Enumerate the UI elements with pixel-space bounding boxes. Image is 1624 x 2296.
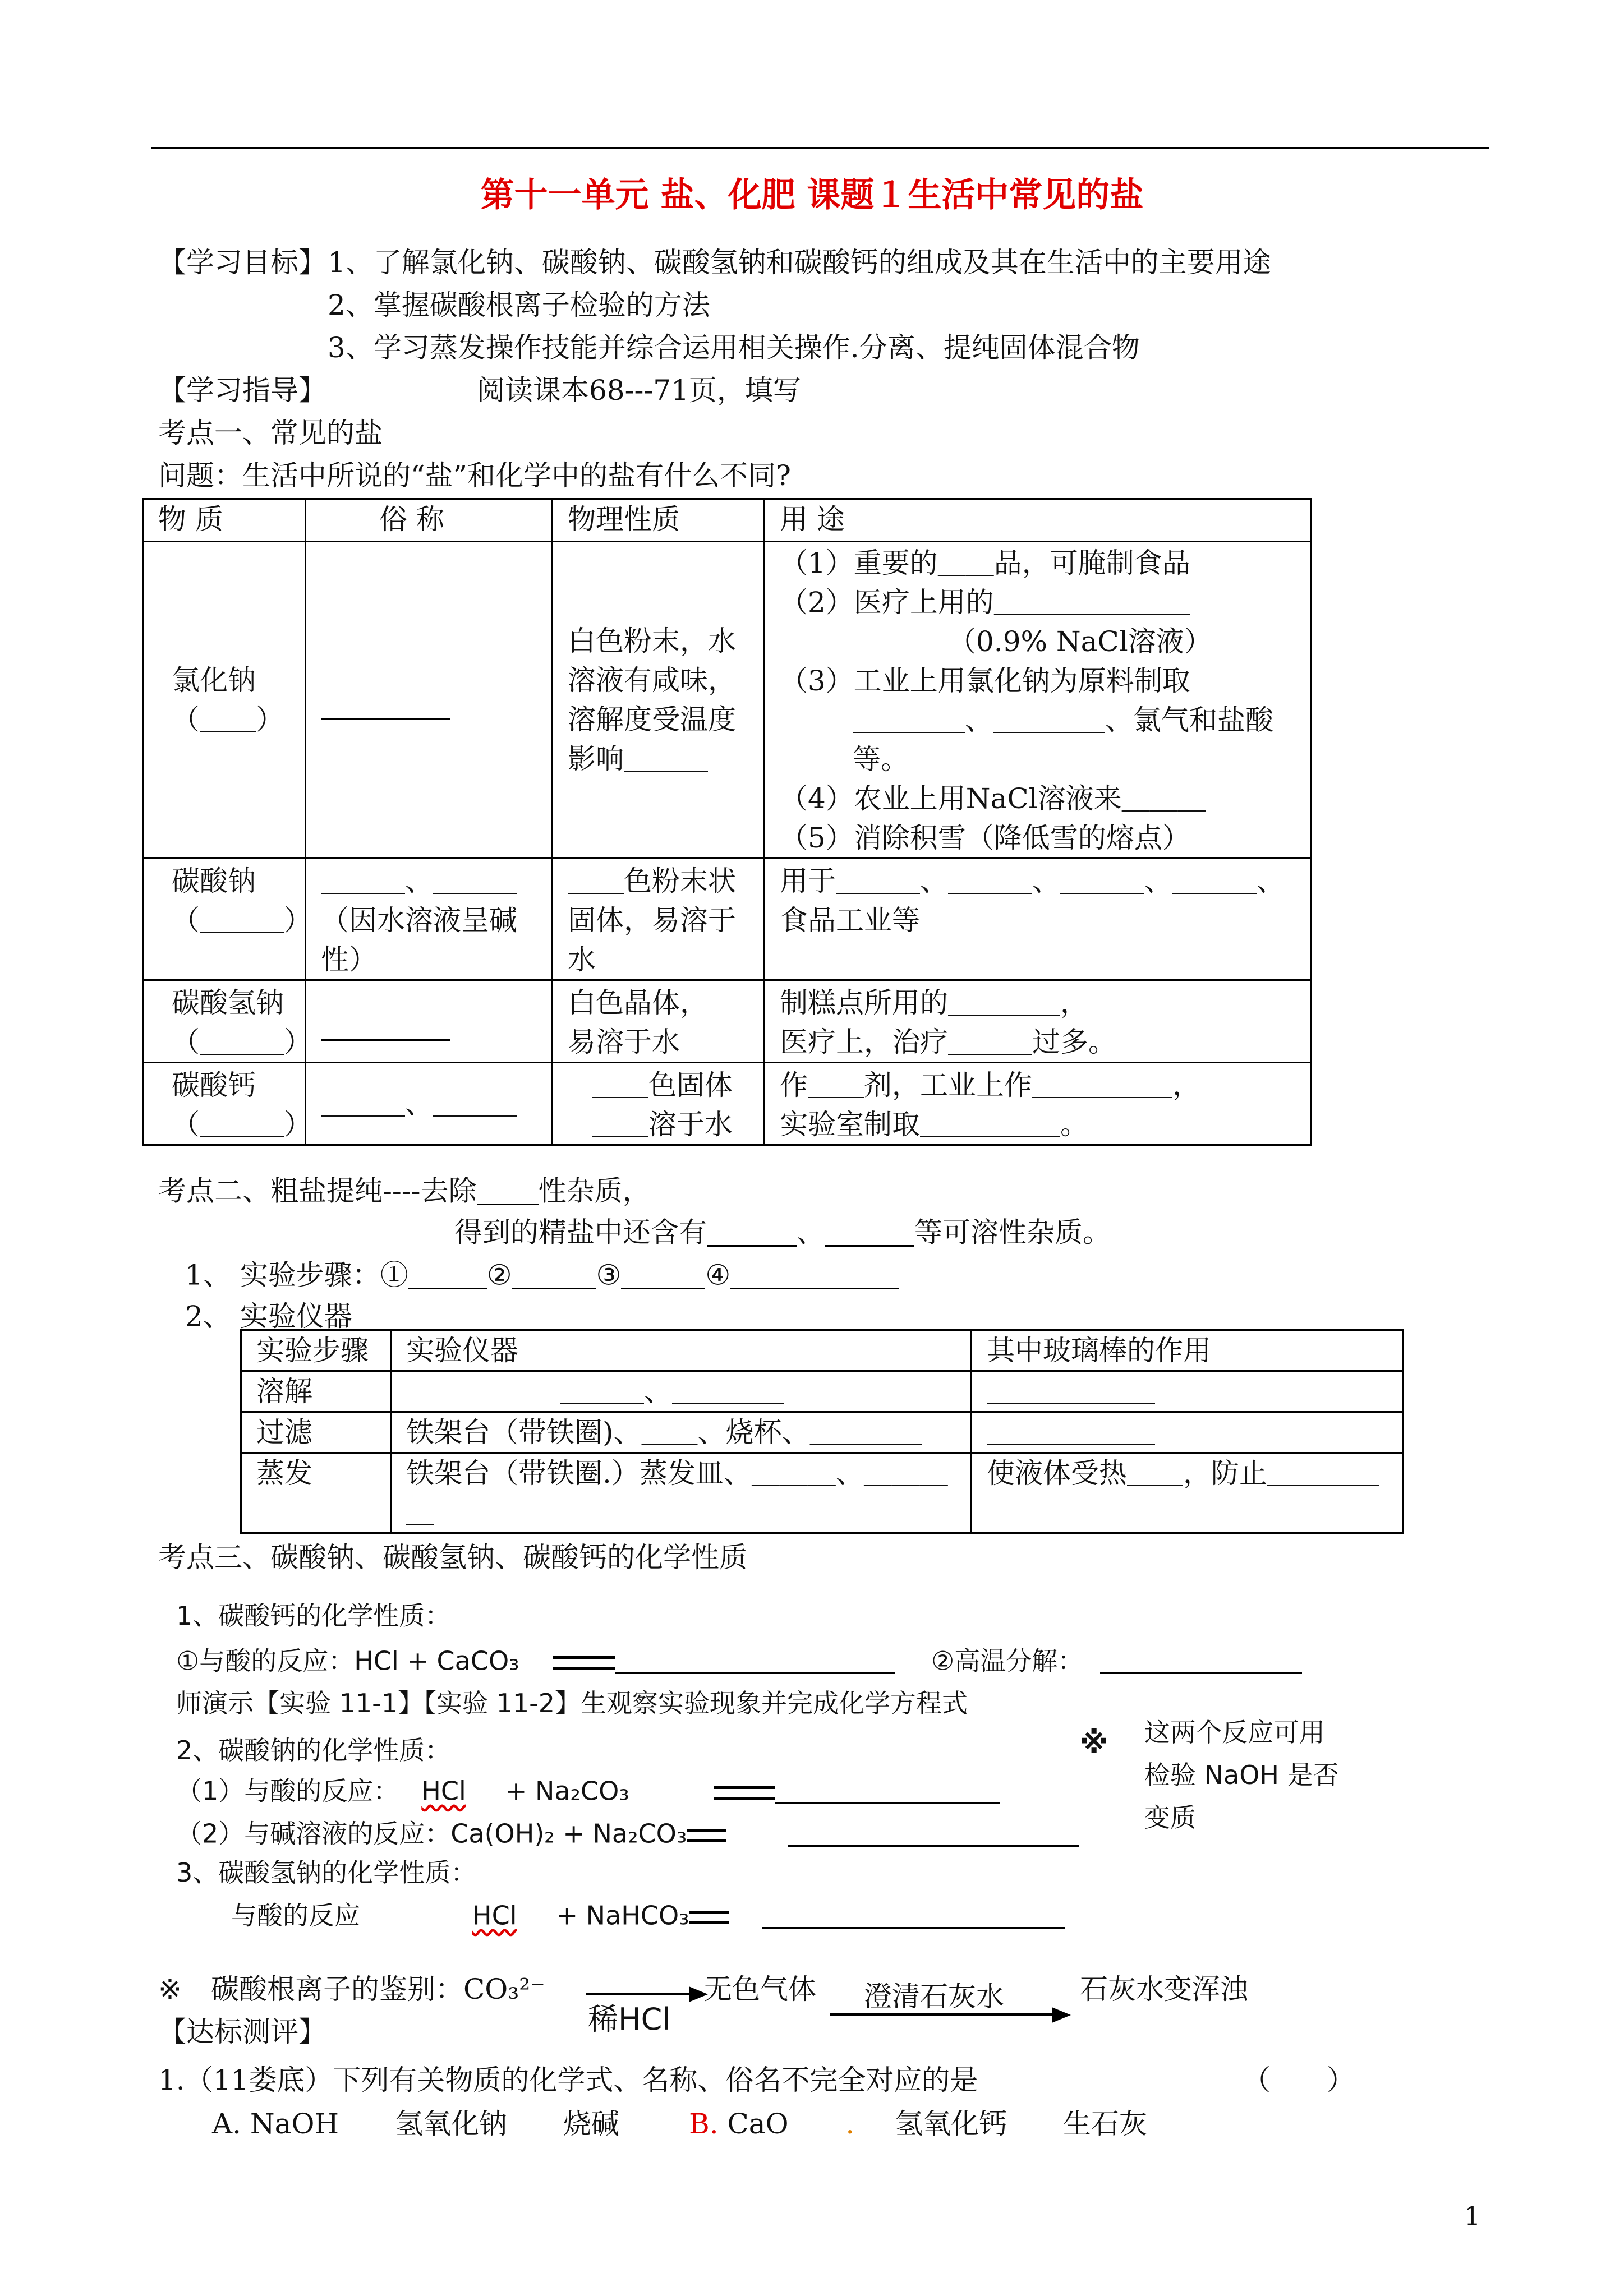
step-blank (621, 1261, 705, 1289)
step-blank (408, 1261, 487, 1289)
table-row-na2co3 (143, 859, 1312, 980)
point1-heading: 考点一、常见的盐 (158, 417, 383, 449)
question-1: 1.（11娄底）下列有关物质的化学式、名称、俗名不完全对应的是 (158, 2064, 978, 2096)
steps-label: 1、 实验步骤： (185, 1258, 380, 1292)
phys-line: ＿＿色粉末状 (568, 865, 736, 897)
step-cell: 蒸发 (241, 1453, 391, 1533)
steps-line (185, 1258, 899, 1292)
phys-line: 溶液有咸味， (568, 664, 736, 697)
rod-cell: 使液体受热＿＿，防止＿＿＿＿ (972, 1453, 1404, 1533)
header-cell: 物理性质 (553, 499, 765, 542)
formula-blank: （＿＿＿） (172, 1026, 312, 1058)
guide-label: 【学习指导】 (158, 374, 326, 407)
step-mark: ③ (596, 1258, 622, 1292)
impurity-blank (477, 1177, 539, 1205)
step-mark: ④ (705, 1258, 731, 1292)
use-line: （5）消除积雪（降低雪的熔点） (780, 822, 1190, 854)
step-mark: ② (486, 1258, 512, 1292)
step-mark: ① (380, 1258, 408, 1292)
header-cell: 俗 称 (306, 499, 553, 542)
common-line: （因水溶液呈碱 (321, 904, 517, 937)
substance-name: 碳酸氢钠 (172, 986, 284, 1019)
product-blank (615, 1648, 895, 1674)
common-name-blank (321, 1013, 450, 1041)
substance-name: 氯化钠 (172, 664, 256, 697)
use-line: （3）工业上用氯化钠为原料制取 (780, 665, 1190, 697)
na2co3-acid-line (176, 1778, 1000, 1804)
step-blank (730, 1261, 899, 1289)
note-line-2: 检验 NaOH 是否 (1144, 1760, 1339, 1790)
point1-question: 问题：生活中所说的“盐”和化学中的盐有什么不同? (158, 459, 791, 492)
carbonate-test-mark: ※ (158, 1973, 182, 2005)
nahco3-equation-b: + NaHCO₃ (556, 1900, 689, 1931)
use-line: 实验室制取＿＿＿＿＿。 (780, 1108, 1088, 1141)
apparatus-cell: ＿＿＿、＿＿＿＿ (391, 1371, 972, 1412)
header-cell: 实验仪器 (391, 1330, 972, 1371)
note-mark: ※ (1080, 1726, 1108, 1760)
formula-blank: （＿＿＿） (172, 1108, 312, 1141)
table-row-nahco3 (143, 980, 1312, 1063)
carbonate-test-label: 碳酸根离子的鉴别：CO₃²⁻ (211, 1973, 545, 2005)
impurity-blank (825, 1218, 914, 1247)
option-a: A. NaOH 氢氧化钠 烧碱 (212, 2108, 620, 2140)
apparatus-table (240, 1329, 1404, 1534)
phys-line: 白色晶体， (568, 986, 708, 1019)
option-b-rest: 氢氧化钙 生石灰 (895, 2108, 1148, 2140)
common-name-blank (321, 691, 450, 720)
phys-line: 水 (568, 943, 596, 976)
option-b-letter: B. (689, 2108, 719, 2140)
header-cell: 实验步骤 (241, 1330, 391, 1371)
na2co3-title: 2、碳酸钠的化学性质： (176, 1735, 451, 1765)
phys-line: ＿＿色固体 (592, 1069, 733, 1101)
objective-item-2: 2、掌握碳酸根离子检验的方法 (328, 289, 710, 321)
product-blank (775, 1778, 1000, 1804)
product-blank (762, 1902, 1065, 1929)
use-line: 医疗上，治疗＿＿＿过多。 (780, 1026, 1116, 1058)
header-rule (151, 147, 1489, 149)
use-line: （4）农业上用NaCl溶液来＿＿＿ (780, 782, 1206, 815)
header-cell: 其中玻璃棒的作用 (972, 1330, 1404, 1371)
answer-paren: （ ） (1243, 2064, 1355, 2096)
use-line: 用于＿＿＿、＿＿＿、＿＿＿、＿＿＿、 (780, 865, 1285, 897)
nahco3-acid-line (231, 1902, 1065, 1929)
page-number: 1 (1464, 2201, 1481, 2231)
point2-heading: 考点二、粗盐提纯----去除 (158, 1174, 477, 1207)
na2co3-base-line (176, 1820, 1079, 1847)
table-row-nacl (143, 542, 1312, 859)
use-line: （0.9% NaCl溶液） (948, 625, 1212, 658)
na2co3-base-label: （2）与碱溶液的反应： (176, 1818, 451, 1849)
option-b-mark: . (845, 2108, 855, 2140)
equals-sign (714, 1786, 775, 1800)
table-row (241, 1371, 1404, 1412)
objective-item-3: 3、学习蒸发操作技能并综合运用相关操作.分离、提纯固体混合物 (328, 331, 1140, 364)
caco3-title: 1、碳酸钙的化学性质： (176, 1601, 451, 1631)
product-blank (788, 1820, 1079, 1847)
point2-line2-mid: 、 (797, 1216, 825, 1249)
phys-line: 白色粉末，水 (568, 625, 736, 657)
nahco3-acid-label: 与酸的反应 (231, 1900, 360, 1931)
phys-line: 影响＿＿＿ (568, 743, 708, 775)
phys-line: 溶解度受温度 (568, 703, 736, 736)
step-cell: 溶解 (241, 1371, 391, 1412)
guide-text: 阅读课本68---71页，填写 (477, 374, 801, 407)
arrow-right-icon (1052, 2007, 1071, 2023)
option-b (689, 2110, 1147, 2138)
step-blank (512, 1261, 596, 1289)
objectives-label: 【学习目标】 (158, 246, 326, 279)
common-line: 性） (321, 943, 377, 976)
substance-name: 碳酸钙 (172, 1069, 256, 1101)
step-cell: 过滤 (241, 1412, 391, 1453)
rod-cell: ＿＿＿＿＿＿ (972, 1412, 1404, 1453)
objective-item-1: 1、了解氯化钠、碳酸钠、碳酸氢钠和碳酸钙的组成及其在生活中的主要用途 (328, 246, 1271, 279)
na2co3-acid-equation-b: + Na₂CO₃ (505, 1776, 629, 1806)
header-cell: 物 质 (143, 499, 306, 542)
table-row-caco3 (143, 1063, 1312, 1145)
note-line-3: 变质 (1144, 1802, 1196, 1833)
phys-line: ＿＿溶于水 (592, 1108, 733, 1141)
na2co3-base-equation: Ca(OH)₂ + Na₂CO₃ (450, 1818, 687, 1849)
substance-name: 碳酸钠 (172, 865, 256, 897)
point2-line2 (454, 1218, 1111, 1247)
use-line: ＿＿＿＿、＿＿＿＿、氯气和盐酸等。 (853, 704, 1273, 776)
gas-product: 无色气体 (704, 1973, 816, 2005)
nahco3-equation-a: HCl (472, 1900, 517, 1931)
common-line: ＿＿＿、＿＿＿ (321, 1087, 517, 1120)
equals-sign (689, 1911, 729, 1924)
assessment-label: 【达标测评】 (158, 2016, 326, 2048)
caco3-acid-equation: HCl + CaCO₃ (354, 1645, 519, 1676)
apparatus-cell: 铁架台（带铁圈)、＿＿、烧杯、＿＿＿＿ (391, 1412, 972, 1453)
point2-line1 (158, 1174, 651, 1207)
apparatus-cell: 铁架台（带铁圈.）蒸发皿、＿＿＿、＿＿＿＿ (391, 1453, 972, 1533)
equals-sign (553, 1656, 615, 1670)
rod-cell: ＿＿＿＿＿＿ (972, 1371, 1404, 1412)
point2-line1-suffix: 性杂质， (538, 1174, 651, 1207)
use-line: 制糕点所用的＿＿＿＿， (780, 986, 1088, 1019)
demo-line: 师演示【实验 11-1】【实验 11-2】生观察实验现象并完成化学方程式 (176, 1688, 968, 1718)
caco3-acid-label: ①与酸的反应： (176, 1645, 355, 1676)
arrow-line (586, 1993, 693, 1995)
na2co3-acid-equation-a: HCl (421, 1776, 466, 1806)
table-header-row (143, 499, 1312, 542)
point2-line2-suffix: 等可溶性杂质。 (914, 1216, 1111, 1249)
caco3-acid-line (176, 1645, 895, 1676)
na2co3-acid-label: （1）与酸的反应： (176, 1776, 399, 1806)
use-line: （1）重要的＿＿品，可腌制食品 (780, 547, 1190, 579)
reagent-1: 稀HCl (588, 2002, 671, 2037)
use-line: 作＿＿剂，工业上作＿＿＿＿＿， (780, 1069, 1200, 1101)
point3-heading: 考点三、碳酸钠、碳酸氢钠、碳酸钙的化学性质 (158, 1541, 747, 1574)
phys-line: 易溶于水 (568, 1026, 680, 1058)
page-title: 第十一单元 盐、化肥 课题１生活中常见的盐 (480, 176, 1144, 215)
table-header-row (241, 1330, 1404, 1371)
reagent-2: 澄清石灰水 (864, 1980, 1004, 2013)
nahco3-title: 3、碳酸氢钠的化学性质： (176, 1857, 477, 1888)
caco3-decomp-line (931, 1645, 1302, 1676)
arrow-line (830, 2013, 1055, 2016)
impurity-blank (707, 1218, 797, 1247)
header-cell: 用 途 (765, 499, 1312, 542)
table-row (241, 1453, 1404, 1533)
formula-blank: （＿＿） (172, 703, 284, 736)
use-line: 食品工业等 (780, 904, 920, 937)
table-row (241, 1412, 1404, 1453)
formula-blank: （＿＿＿） (172, 904, 312, 937)
caco3-decomp-label: ②高温分解： (931, 1645, 1084, 1676)
equals-sign (687, 1829, 726, 1842)
test-result: 石灰水变浑浊 (1080, 1973, 1248, 2005)
point2-line2-prefix: 得到的精盐中还含有 (454, 1216, 707, 1249)
apparatus-label: 2、 实验仪器 (185, 1300, 352, 1333)
decomp-blank (1100, 1648, 1302, 1674)
common-line: ＿＿＿、＿＿＿ (321, 865, 517, 897)
option-b-formula: CaO (727, 2108, 789, 2140)
common-salts-table (142, 498, 1312, 1146)
phys-line: 固体，易溶于 (568, 904, 736, 937)
note-line-1: 这两个反应可用 (1144, 1717, 1325, 1748)
use-line: （2）医疗上用的＿＿＿＿＿＿＿ (780, 586, 1190, 619)
